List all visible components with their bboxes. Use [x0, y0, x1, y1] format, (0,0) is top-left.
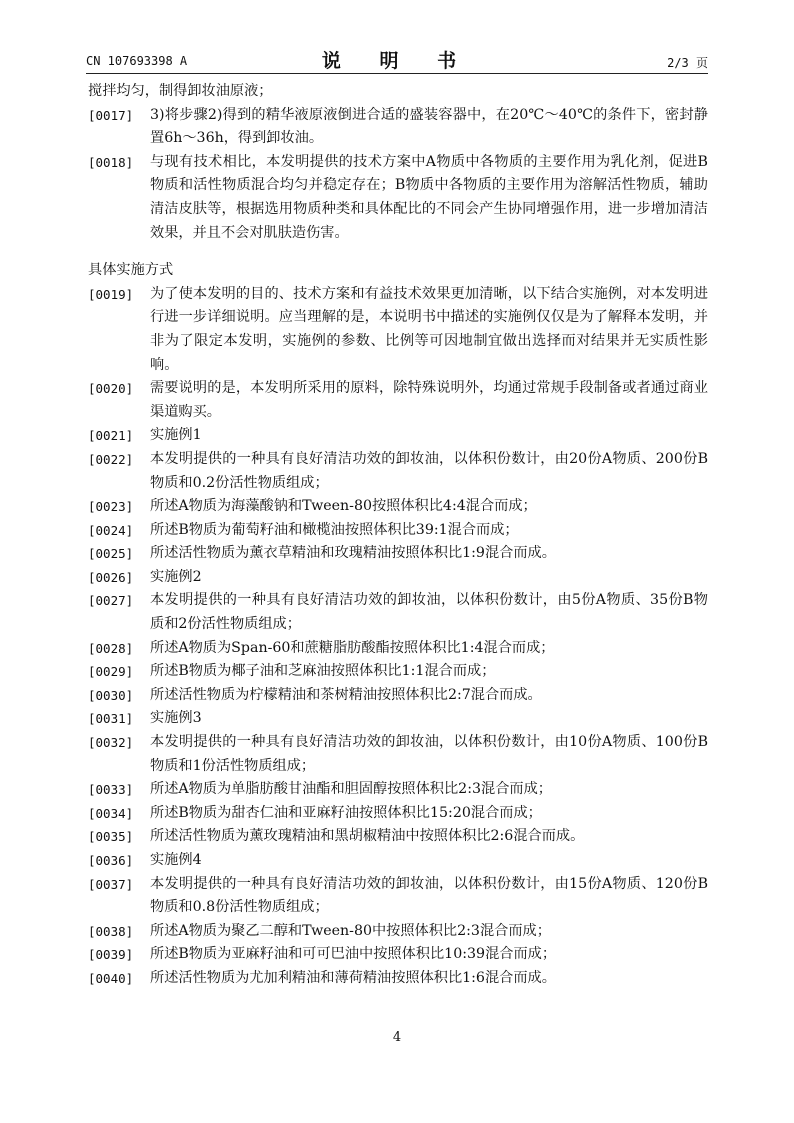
paragraph-text: 为了使本发明的目的、技术方案和有益技术效果更加清晰，以下结合实施例，对本发明进行进一步详细说明。应当理解的是，本说明书中描述的实施例仅仅是为了解释本发明，并非为了限定本发明，实施例的参数、比例等可因地制宜做出选择而对结果并无实质性影响。: [150, 285, 708, 373]
paragraph-number: [0034]: [88, 805, 134, 821]
paragraph-number: [0018]: [88, 154, 134, 170]
paragraph-text: 所述B物质为椰子油和芝麻油按照体积比1:1混合而成；: [150, 663, 496, 680]
paragraph-number: [0024]: [88, 522, 134, 538]
paragraph-text: 所述活性物质为薰玫瑰精油和黑胡椒精油中按照体积比2:6混合而成。: [150, 828, 585, 845]
intro-line: 搅拌均匀，制得卸妆油原液；: [88, 83, 273, 99]
paragraph-number: [0031]: [88, 711, 134, 727]
header-rule: [86, 73, 708, 74]
paragraph: [88, 943, 708, 967]
paragraph-text: 所述B物质为甜杏仁油和亚麻籽油按照体积比15:20混合而成；: [150, 804, 542, 821]
paragraph-number: [0036]: [88, 853, 134, 868]
paragraph: [88, 920, 708, 944]
paragraph-number: [0037]: [88, 876, 134, 892]
document-body: [88, 80, 708, 991]
paragraph-number: [0023]: [88, 499, 134, 515]
paragraph-text: 所述A物质为Span-60和蔗糖脂肪酸酯按照体积比1:4混合而成；: [150, 639, 555, 656]
paragraph: [88, 495, 708, 519]
paragraph-number: [0029]: [88, 664, 134, 680]
section-title: 具体实施方式: [88, 262, 174, 279]
paragraph-group-1: [88, 104, 708, 246]
paragraph: [88, 519, 708, 543]
paragraph: [88, 849, 708, 873]
paragraph-text: 所述B物质为亚麻籽油和可可巴油中按照体积比10:39混合而成；: [150, 946, 557, 963]
paragraph-text: 所述活性物质为尤加利精油和薄荷精油按照体积比1:6混合而成。: [150, 969, 556, 986]
paragraph: [88, 424, 708, 448]
paragraph-text: 实施例3: [150, 710, 202, 727]
paragraph-text: 所述活性物质为柠檬精油和茶树精油按照体积比2:7混合而成。: [150, 686, 542, 703]
paragraph-number: [0038]: [88, 923, 134, 939]
paragraph-text: 与现有技术相比，本发明提供的技术方案中A物质中各物质的主要作用为乳化剂，促进B物质和活性物质混合均匀并稳定存在；B物质中各物质的主要作用为溶解活性物质，辅助清洁皮肤等，根据选用物质种类和具体配比的不同会产生协同增强作用，进一步增加清洁效果，并且不会对肌肤造伤害。: [150, 153, 708, 241]
paragraph-number: [0028]: [88, 640, 134, 656]
paragraph: [88, 377, 708, 424]
paragraph-text: 需要说明的是，本发明所采用的原料，除特殊说明外，均通过常规手段制备或者通过商业渠道购买。: [150, 380, 708, 420]
paragraph: [88, 566, 708, 590]
paragraph-number: [0040]: [88, 970, 134, 986]
paragraph-text: 所述A物质为聚乙二醇和Tween-80中按照体积比2:3混合而成；: [150, 922, 551, 939]
page-header: [86, 46, 708, 76]
paragraph-text: 实施例4: [150, 852, 202, 868]
paragraph-number: [0030]: [88, 687, 134, 703]
paragraph-text: 所述活性物质为薰衣草精油和玫瑰精油按照体积比1:9混合而成。: [150, 545, 556, 562]
paragraph-text: 本发明提供的一种具有良好清洁功效的卸妆油，以体积份数计，由5份A物质、35份B物质和2份活性物质组成；: [150, 592, 708, 633]
paragraph-number: [0017]: [88, 107, 134, 123]
paragraph-number: [0027]: [88, 593, 134, 609]
paragraph-text: 本发明提供的一种具有良好清洁功效的卸妆油，以体积份数计，由15份A物质、120份B物质和0.8份活性物质组成；: [150, 875, 708, 916]
paragraph: [88, 778, 708, 802]
paragraph: [88, 542, 708, 566]
document-number: CN 107693398 A: [86, 54, 188, 68]
paragraph: [88, 104, 708, 151]
paragraph: [88, 825, 708, 849]
paragraph: [88, 637, 708, 661]
paragraph-number: [0032]: [88, 735, 134, 751]
paragraph-text: 实施例1: [150, 427, 202, 444]
paragraph-group-2: [88, 283, 708, 991]
paragraph: [88, 151, 708, 245]
paragraph-number: [0019]: [88, 286, 134, 302]
paragraph-text: 本发明提供的一种具有良好清洁功效的卸妆油，以体积份数计，由20份A物质、200份B物质和0.2份活性物质组成；: [150, 450, 708, 491]
paragraph: [88, 660, 708, 684]
paragraph-text: 所述A物质为海藻酸钠和Tween-80按照体积比4:4混合而成；: [150, 498, 537, 515]
paragraph-text: 3)将步骤2)得到的精华液原液倒进合适的盛装容器中，在20℃～40℃的条件下，密封静置6h～36h，得到卸妆油。: [150, 106, 708, 147]
paragraph-number: [0021]: [88, 428, 134, 444]
paragraph: [88, 802, 708, 826]
paragraph-number: [0025]: [88, 546, 134, 562]
paragraph-number: [0026]: [88, 569, 134, 585]
paragraph-number: [0039]: [88, 947, 134, 963]
paragraph-text: 本发明提供的一种具有良好清洁功效的卸妆油，以体积份数计，由10份A物质、100份B物质和1份活性物质组成；: [150, 734, 708, 774]
page-number: 4: [392, 1030, 402, 1045]
paragraph-number: [0020]: [88, 381, 134, 397]
paragraph: [88, 967, 708, 991]
paragraph: [88, 589, 708, 636]
paragraph-text: 所述A物质为单脂肪酸甘油酯和胆固醇按照体积比2:3混合而成；: [150, 781, 552, 798]
paragraph-number: [0022]: [88, 451, 134, 467]
paragraph: [88, 731, 708, 778]
page-indicator: 2/3 页: [667, 56, 708, 70]
paragraph-number: [0035]: [88, 829, 134, 845]
document-title: 说 明 书: [321, 50, 473, 72]
paragraph-text: 所述B物质为葡萄籽油和橄榄油按照体积比39:1混合而成；: [150, 521, 519, 538]
paragraph: [88, 873, 708, 920]
paragraph: [88, 283, 708, 377]
paragraph-number: [0033]: [88, 782, 134, 798]
paragraph: [88, 707, 708, 731]
paragraph: [88, 448, 708, 495]
paragraph-text: 实施例2: [150, 568, 202, 585]
paragraph: [88, 684, 708, 708]
